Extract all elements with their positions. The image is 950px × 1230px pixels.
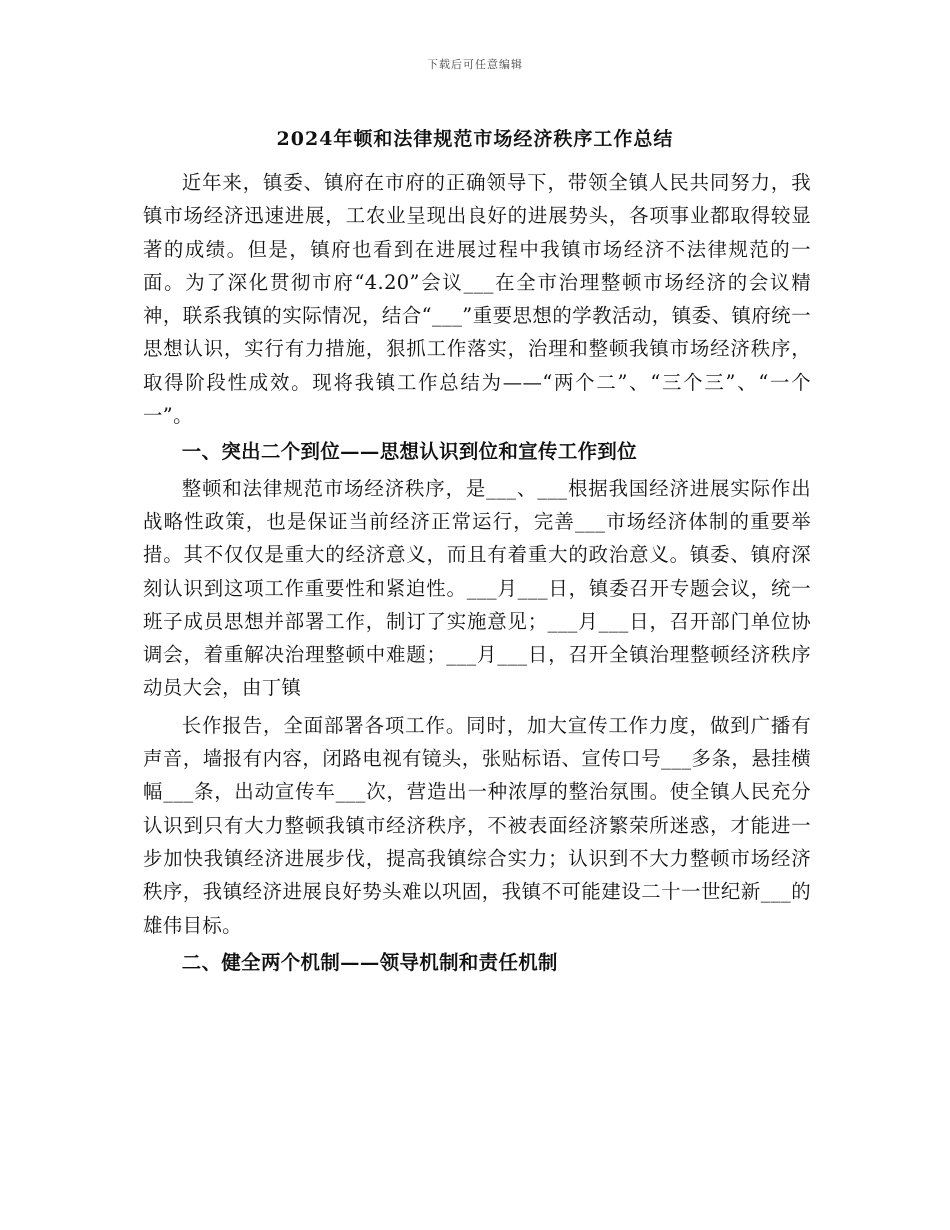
- document-body: [143, 166, 811, 979]
- section-1-paragraph-2: 长作报告，全面部署各项工作。同时，加大宣传工作力度，做到广播有声音，墙报有内容，闭路电视有镜头，张贴标语、宣传口号___多条，悬挂横幅___条，出动宣传车___次，营造出一种浓厚的整治氛围。使全镇人民充分认识到只有大力整顿我镇市经济秩序，不被表面经济繁荣所迷惑，才能进一步加快我镇经济进展步伐，提高我镇综合实力；认识到不大力整顿市场经济秩序，我镇经济进展良好势头难以巩固，我镇不可能建设二十一世纪新___的雄伟目标。: [143, 713, 811, 937]
- section-heading-2: 二、健全两个机制——领导机制和责任机制: [181, 950, 558, 974]
- intro-paragraph: 近年来，镇委、镇府在市府的正确领导下，带领全镇人民共同努力，我镇市场经济迅速进展，工农业呈现出良好的进展势头，各项事业都取得较显著的成绩。但是，镇府也看到在进展过程中我镇市场经济不法律规范的一面。为了深化贯彻市府“4.20”会议___在全市治理整顿市场经济的会议精神，联系我镇的实际情况，结合“___”重要思想的学教活动，镇委、镇府统一思想认识，实行有力措施，狠抓工作落实，治理和整顿我镇市场经济秩序，取得阶段性成效。现将我镇工作总结为——“两个二”、“三个三”、“一个一”。: [143, 171, 811, 428]
- header-note: 下载后可任意编辑: [427, 58, 523, 71]
- section-1-paragraph-1: 整顿和法律规范市场经济秩序，是___、___根据我国经济进展实际作出战略性政策，也是保证当前经济正常运行，完善___市场经济体制的重要举措。其不仅仅是重大的经济意义，而且有着重大的政治意义。镇委、镇府深刻认识到这项工作重要性和紧迫性。___月___日，镇委召开专题会议，统一班子成员思想并部署工作，制订了实施意见；___月___日，召开部门单位协调会，着重解决治理整顿中难题；___月___日，召开全镇治理整顿经济秩序动员大会，由丁镇: [143, 476, 811, 700]
- document-title: 2024年顿和法律规范市场经济秩序工作总结: [276, 128, 674, 150]
- section-heading-1: 一、突出二个到位——思想认识到位和宣传工作到位: [181, 440, 637, 464]
